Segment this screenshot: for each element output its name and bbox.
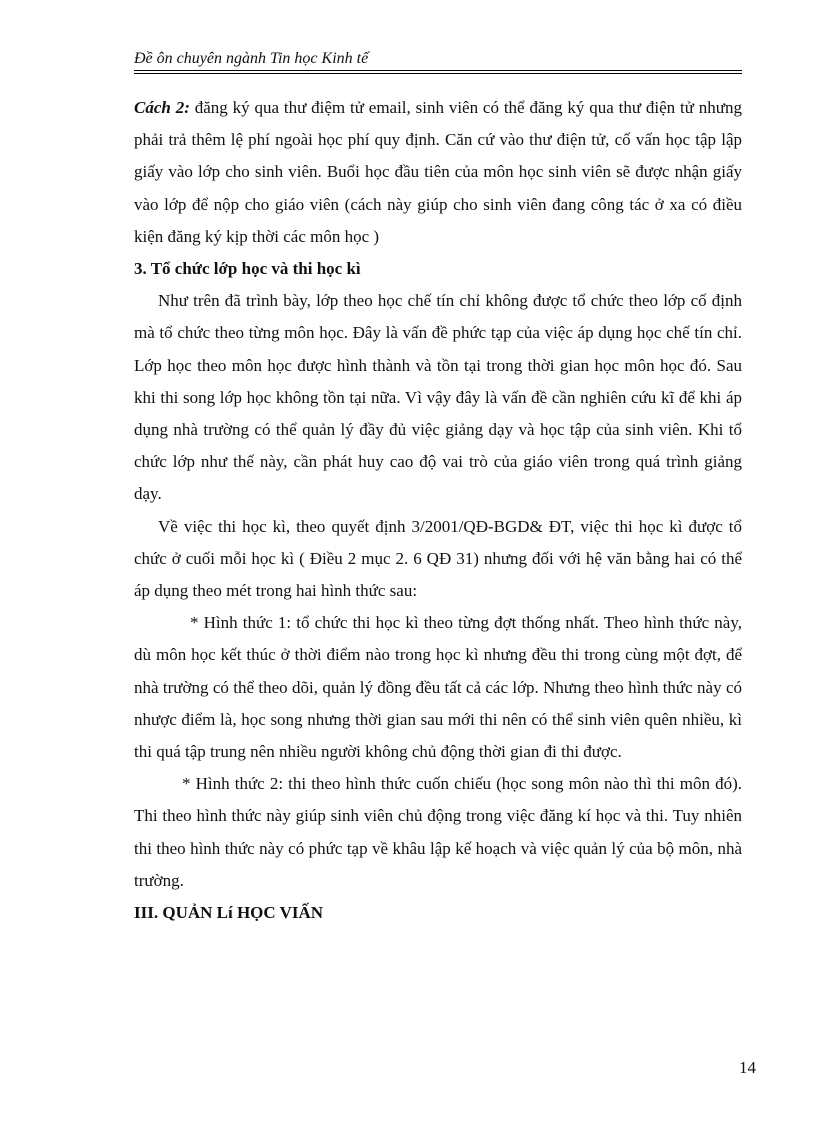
paragraph-hinh-thuc-1: * Hình thức 1: tổ chức thi học kì theo từng đợt thống nhất. Theo hình thức này, dù môn học kết thúc ở thời điểm nào trong học kì nhưng đều thi trong cùng một đợt, để nhà trường có thể theo dõi, quản lý đồng đều tất cả các lớp. Nhưng theo hình thức này có nhược điểm là, học song nhưng thời gian sau mới thi nên có thể sinh viên quên nhiều, kì thi quá tập trung nên nhiều người không chủ động thời gian đi thi được. bbox=[134, 613, 742, 762]
paragraph-hinh-thuc-2: * Hình thức 2: thi theo hình thức cuốn chiếu (học song môn nào thì thi môn đó). Thi theo hình thức này giúp sinh viên chủ động trong việc đăng kí học và thi. Tuy nhiên thi theo hình thức này có phức tạp về khâu lập kế hoạch và việc quản lý của bộ môn, nhà trường. bbox=[134, 774, 742, 890]
paragraph-lop-hoc: Như trên đã trình bày, lớp theo học chế tín chỉ không được tổ chức theo lớp cố định mà tổ chức theo từng môn học. Đây là vấn đề phức tạp của việc áp dụng học chế tín chỉ. Lớp học theo môn học được hình thành và tồn tại trong thời gian học môn học đó. Sau khi thi song lớp học không tồn tại nữa. Vì vậy đây là vấn đề cần nghiên cứu kĩ để khi áp dụng nhà trường có thể quản lý đầy đủ việc giảng dạy và học tập của sinh viên. Khi tổ chức lớp như thế này, cần phát huy cao độ vai trò của giáo viên trong quá trình giảng dạy. bbox=[134, 291, 742, 504]
cach-2-label: Cách 2: bbox=[134, 98, 190, 117]
section-iii-heading: III. QUẢN Lí HỌC VIẤN bbox=[134, 903, 324, 923]
paragraph-thi-hoc-ki: Về việc thi học kì, theo quyết định 3/2001/QĐ-BGD& ĐT, việc thi học kì được tổ chức ở cuối mỗi học kì ( Điều 2 mục 2. 6 QĐ 31) nhưng đối với hệ văn bằng hai có thể áp dụng theo mét trong hai hình thức sau: bbox=[134, 516, 742, 601]
page-number: 14 bbox=[739, 1058, 756, 1077]
cach-2-text: đăng ký qua thư điệm tử email, sinh viên có thể đăng ký qua thư điện tử nhưng phải trả thêm lệ phí ngoài học phí quy định. Căn cứ vào thư điện tử, cố vấn học tập lập giấy vào lớp cho sinh viên. Buổi học đầu tiên của môn học sinh viên sẽ được nhận giấy vào lớp để nộp cho giáo viên (cách này giúp cho sinh viên đang công tác ở xa có điều kiện đăng ký kịp thời các môn học ) bbox=[134, 98, 743, 246]
paragraph-cach-2 bbox=[134, 92, 742, 253]
header-rule-top bbox=[134, 70, 742, 71]
header-rule-bottom bbox=[134, 73, 742, 74]
section-3-heading: 3. Tổ chức lớp học và thi học kì bbox=[134, 259, 361, 279]
document-body bbox=[134, 92, 742, 929]
page-header-title: Đề ôn chuyên ngành Tin học Kinh tế bbox=[134, 50, 369, 67]
